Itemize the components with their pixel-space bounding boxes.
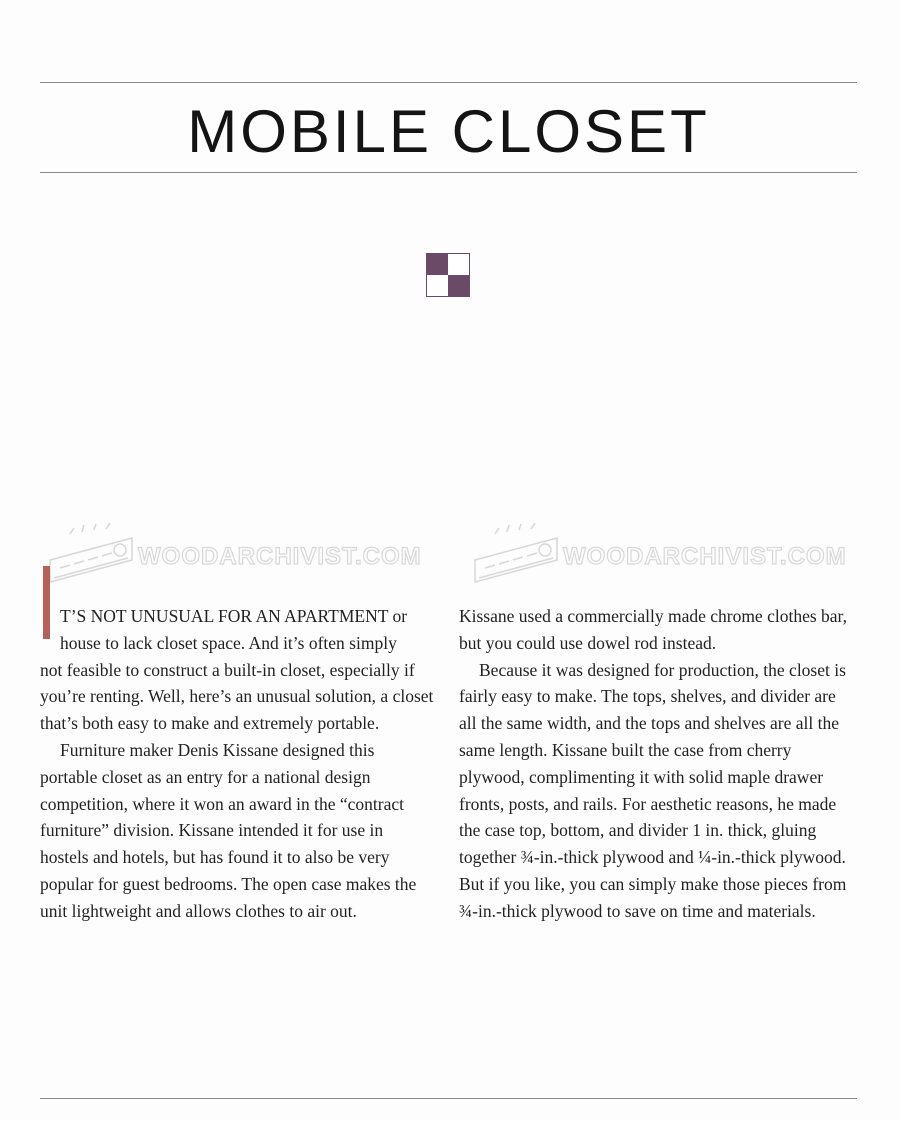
paragraph-text: not feasible to construct a built-in closet, especially if you’re renting. Well, here’s an unusual solution, a closet that’s both easy to make and extremely portable.: [40, 659, 434, 734]
saw-logo-icon: [40, 520, 140, 600]
article-column-left: [40, 603, 436, 925]
article-column-right: [459, 603, 855, 925]
saw-logo-icon: [465, 520, 565, 600]
watermark: [40, 520, 460, 600]
bottom-rule: [40, 1098, 857, 1099]
article-paragraph: [40, 603, 436, 737]
checker-square-light: [448, 254, 469, 275]
lead-line: house to lack closet space. And it’s often simply: [60, 632, 397, 653]
page-title: MOBILE CLOSET: [187, 98, 710, 165]
article-paragraph: Because it was designed for production, the closet is fairly easy to make. The tops, shelves, and divider are all the same width, and the tops and shelves are all the same length. Kissane built the case from cherry plywood, complimenting it with solid maple drawer fronts, posts, and rails. For aesthetic reasons, he made the case top, bottom, and divider 1 in. thick, gluing together ¾-in.-thick plywood and ¼-in.-thick plywood. But if you like, you can simply make those pieces from ¾-in.-thick plywood to save on time and materials.: [459, 659, 847, 921]
watermark-text: WOODARCHIVIST.COM: [563, 543, 847, 570]
watermark-text: WOODARCHIVIST.COM: [138, 543, 422, 570]
checkerboard-ornament-icon: [426, 253, 470, 297]
lead-line: T’S NOT UNUSUAL FOR AN APARTMENT or: [60, 606, 408, 626]
title-underline-rule: [40, 172, 857, 173]
top-rule: [40, 82, 857, 83]
article-paragraph: Furniture maker Denis Kissane designed this portable closet as an entry for a national design competition, where it won an award in the “contract furniture” division. Kissane intended it for use in hostels and hotels, but has found it to also be very popular for guest bedrooms. The open case makes the unit lightweight and allows clothes to air out.: [40, 739, 417, 921]
checker-square-light: [427, 275, 448, 296]
checker-square-dark: [427, 254, 448, 275]
watermark: [465, 520, 885, 600]
article-paragraph: Kissane used a commercially made chrome clothes bar, but you could use dowel rod instead.: [459, 606, 848, 653]
checker-square-dark: [448, 275, 469, 296]
